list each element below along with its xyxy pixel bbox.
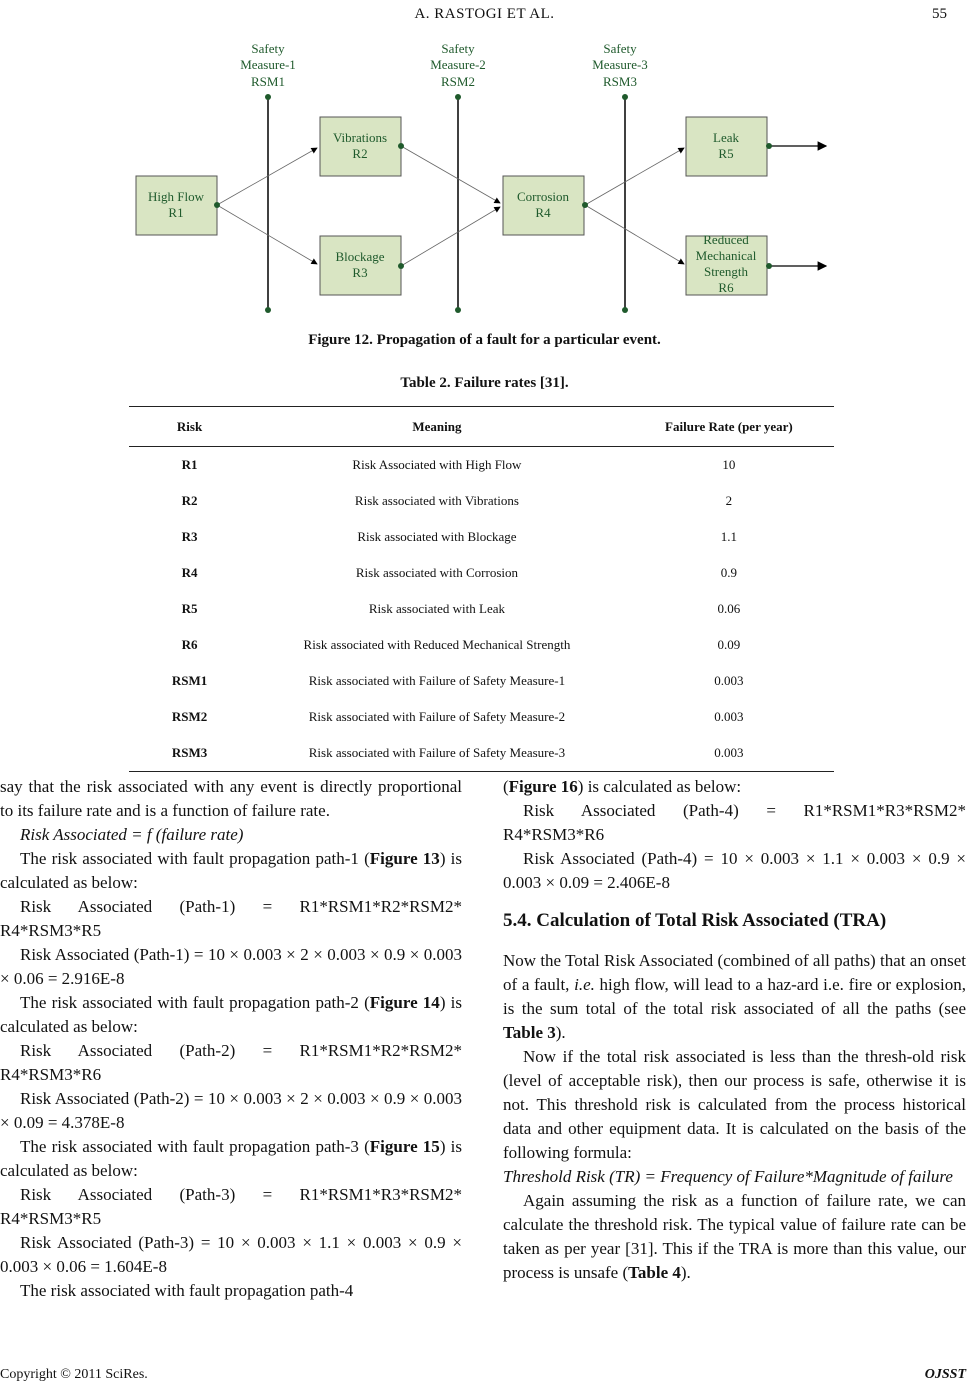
cell-risk: RSM3 — [171, 745, 208, 760]
edge-r1-r3 — [217, 205, 317, 264]
paragraph: Now the Total Risk Associated (combined of all paths) that an onset of a fault, i.e. high flow, will lead to a haz-ard i.e. fire or explosion, is the sum total of the total risk associated of all the paths (see Table 3). — [503, 951, 967, 1042]
edge-r4-r6 — [585, 205, 684, 264]
node-r1-label: High Flow — [148, 189, 204, 204]
node-r2-id: R2 — [352, 146, 368, 161]
right-column — [503, 775, 966, 1285]
formula-risk-function: Risk Associated = f (failure rate) — [20, 825, 244, 844]
left-column — [0, 775, 462, 1303]
node-r6-label-3: Strength — [703, 264, 749, 279]
rsm1-label-line2: Measure-1 — [240, 57, 296, 72]
cell-failure-rate: 0.003 — [714, 673, 744, 688]
table-row — [129, 627, 834, 663]
table-row — [129, 483, 834, 519]
table-row — [129, 555, 834, 591]
cell-failure-rate: 0.9 — [720, 565, 737, 580]
fault-propagation-diagram — [0, 0, 969, 330]
cell-meaning: Risk associated with Vibrations — [354, 493, 519, 508]
cell-risk: R1 — [181, 457, 198, 472]
figure-caption: Figure 12. Propagation of a fault for a particular event. — [308, 332, 661, 348]
node-r4-id: R4 — [535, 205, 551, 220]
edge-r2-r4 — [401, 146, 500, 203]
failure-rates-table — [129, 406, 834, 772]
formula-path-1: Risk Associated (Path-1) = R1*RSM1*R2*RSM2* R4*RSM3*R5 — [0, 897, 462, 940]
section-heading: 5.4. Calculation of Total Risk Associated (TRA) — [503, 910, 887, 931]
node-r2-label: Vibrations — [332, 130, 388, 145]
cell-risk: R6 — [181, 637, 198, 652]
cell-risk: RSM2 — [171, 709, 208, 724]
header-meaning: Meaning — [250, 407, 624, 447]
paragraph: (Figure 16) is calculated as below: — [503, 777, 742, 796]
node-r6-label-2: Mechanical — [695, 248, 757, 263]
node-r5-id: R5 — [718, 146, 734, 161]
table-header-row — [129, 407, 834, 447]
paragraph: Again assuming the risk as a function of failure rate, we can calculate the threshold risk. The typical value of failure rate can be taken as per year [31]. This if the TRA is more than this value, our process is unsafe (Table 4). — [503, 1191, 966, 1282]
calc-path-1: Risk Associated (Path-1) = 10 × 0.003 × 2 × 0.003 × 0.9 × 0.003 × 0.06 = 2.916E-8 — [0, 945, 462, 988]
rsm3-label-line2: Measure-3 — [592, 57, 648, 72]
cell-meaning: Risk associated with Failure of Safety Measure-1 — [308, 673, 566, 688]
header-failure-rate: Failure Rate (per year) — [624, 407, 834, 447]
paragraph: The risk associated with fault propagation path-4 — [20, 1281, 354, 1300]
figure-ref: Figure 13 — [369, 849, 440, 868]
copyright-footer: Copyright © 2011 SciRes. — [0, 1367, 148, 1382]
cell-risk: R5 — [181, 601, 198, 616]
node-r3-id: R3 — [352, 265, 368, 280]
paragraph: say that the risk associated with any event is directly proportional to its failure rate and is a function of failure rate. — [0, 777, 462, 820]
table-row — [129, 447, 834, 484]
rsm2-label-line1: Safety — [441, 41, 475, 56]
node-r5-label: Leak — [713, 130, 739, 145]
cell-failure-rate: 2 — [725, 493, 733, 508]
table-row — [129, 699, 834, 735]
rsm2-label-line2: Measure-2 — [430, 57, 486, 72]
calc-path-4: Risk Associated (Path-4) = 10 × 0.003 × 1.1 × 0.003 × 0.9 × 0.003 × 0.09 = 2.406E-8 — [503, 849, 966, 892]
rsm3-label-line3: RSM3 — [603, 74, 637, 89]
node-r3-label: Blockage — [335, 249, 385, 264]
figure-ref: Figure 16 — [508, 777, 578, 796]
table-row — [129, 591, 834, 627]
cell-failure-rate: 0.09 — [717, 637, 741, 652]
table-ref: Table 4 — [628, 1263, 681, 1282]
paragraph: The risk associated with fault propagation path-2 (Figure 14) is calculated as below: — [0, 993, 462, 1036]
calc-path-2: Risk Associated (Path-2) = 10 × 0.003 × 2 × 0.003 × 0.9 × 0.003 × 0.09 = 4.378E-8 — [0, 1089, 462, 1132]
table-row — [129, 519, 834, 555]
edge-r3-r4 — [401, 207, 500, 266]
cell-risk: R3 — [181, 529, 198, 544]
cell-meaning: Risk associated with Corrosion — [355, 565, 518, 580]
cell-meaning: Risk associated with Leak — [368, 601, 505, 616]
node-r1-id: R1 — [168, 205, 184, 220]
rsm2-label-line3: RSM2 — [441, 74, 475, 89]
table-caption: Table 2. Failure rates [31]. — [400, 375, 569, 391]
node-r6-label-1: Reduced — [703, 232, 749, 247]
header-risk: Risk — [129, 407, 250, 447]
formula-path-3: Risk Associated (Path-3) = R1*RSM1*R3*RSM2* R4*RSM3*R5 — [0, 1185, 462, 1228]
cell-risk: R4 — [181, 565, 198, 580]
edge-r4-r5 — [585, 148, 684, 205]
running-header: A. RASTOGI ET AL. — [414, 6, 555, 22]
cell-meaning: Risk associated with Reduced Mechanical Strength — [303, 637, 571, 652]
cell-failure-rate: 0.06 — [717, 601, 741, 616]
cell-meaning: Risk associated with Failure of Safety Measure-3 — [308, 745, 566, 760]
rsm1-label-line1: Safety — [251, 41, 285, 56]
cell-meaning: Risk Associated with High Flow — [352, 457, 522, 472]
cell-risk: RSM1 — [171, 673, 208, 688]
table-row — [129, 663, 834, 699]
cell-meaning: Risk associated with Failure of Safety Measure-2 — [308, 709, 566, 724]
figure-ref: Figure 15 — [369, 1137, 440, 1156]
node-r4-label: Corrosion — [517, 189, 569, 204]
paragraph: The risk associated with fault propagation path-1 (Figure 13) is calculated as below: — [0, 849, 462, 892]
rsm3-label-line1: Safety — [603, 41, 637, 56]
cell-failure-rate: 1.1 — [720, 529, 737, 544]
paragraph: The risk associated with fault propagation path-3 (Figure 15) is calculated as below: — [0, 1137, 462, 1180]
journal-footer: OJSST — [924, 1367, 966, 1382]
figure-ref: Figure 14 — [369, 993, 440, 1012]
edge-r1-r2 — [217, 148, 317, 205]
node-r6-id: R6 — [718, 280, 734, 295]
table-ref: Table 3 — [503, 1023, 556, 1042]
cell-meaning: Risk associated with Blockage — [357, 529, 517, 544]
paragraph: Now if the total risk associated is less than the thresh-old risk (level of acceptable risk), then our process is safe, otherwise it is not. This threshold risk is calculated from the process historical data and other equipment data. It is calculated on the basis of the following formula: — [503, 1047, 966, 1162]
formula-path-2: Risk Associated (Path-2) = R1*RSM1*R2*RSM2* R4*RSM3*R6 — [0, 1041, 462, 1084]
rsm1-label-line3: RSM1 — [251, 74, 285, 89]
formula-threshold-risk: Threshold Risk (TR) = Frequency of Failure*Magnitude of failure — [503, 1167, 953, 1186]
cell-failure-rate: 0.003 — [714, 709, 744, 724]
formula-path-4: Risk Associated (Path-4) = R1*RSM1*R3*RSM2* R4*RSM3*R6 — [503, 801, 966, 844]
cell-failure-rate: 0.003 — [714, 745, 744, 760]
page-number: 55 — [932, 6, 947, 22]
calc-path-3: Risk Associated (Path-3) = 10 × 0.003 × 1.1 × 0.003 × 0.9 × 0.003 × 0.06 = 1.604E-8 — [0, 1233, 462, 1276]
cell-risk: R2 — [181, 493, 198, 508]
table-body — [129, 447, 834, 772]
table-row — [129, 735, 834, 772]
cell-failure-rate: 10 — [722, 457, 736, 472]
